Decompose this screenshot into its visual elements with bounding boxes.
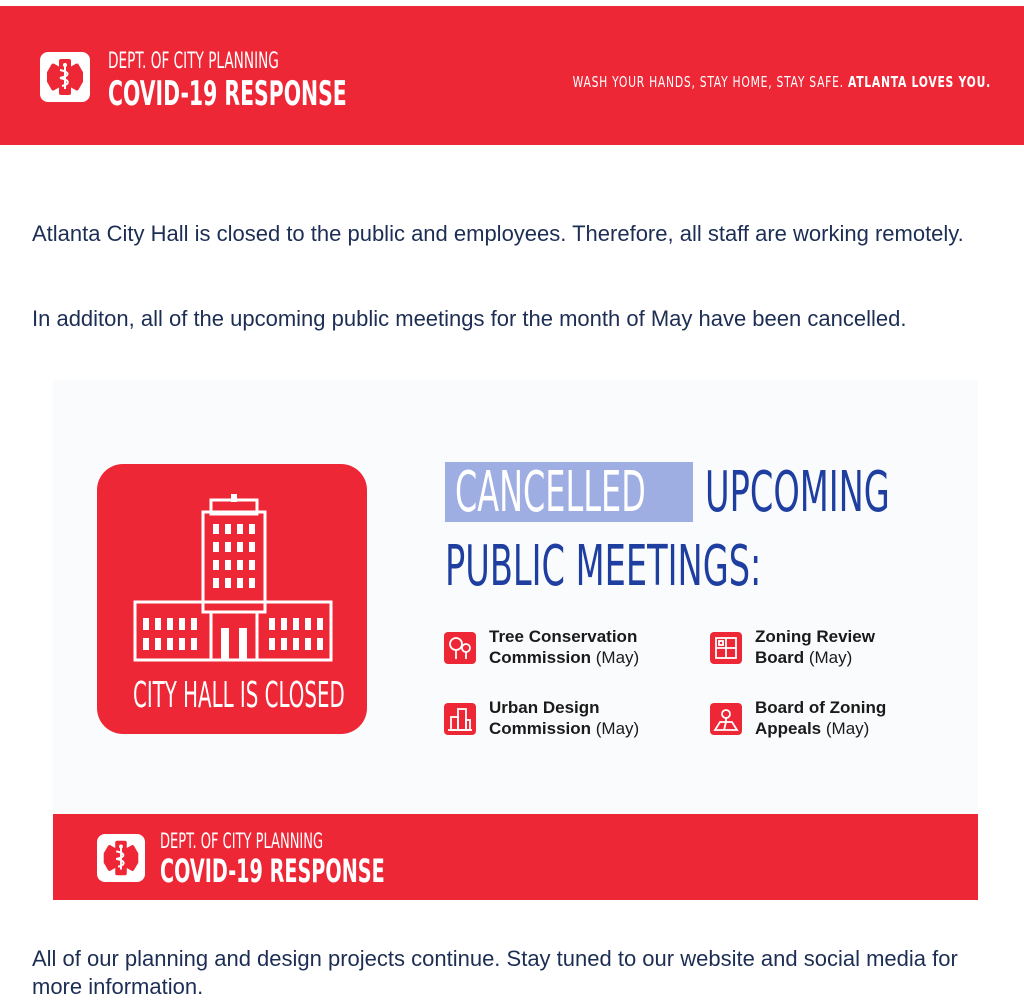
headline-public-meetings: PUBLIC MEETINGS:: [445, 534, 762, 599]
banner-title: COVID-19 RESPONSE: [160, 852, 385, 890]
department-label: DEPT. OF CITY PLANNING: [160, 829, 324, 853]
meeting-line2: Commission: [489, 648, 592, 667]
meeting-name: [489, 697, 639, 739]
zoning-map-icon: [710, 632, 742, 664]
cancelled-highlight: [445, 460, 693, 525]
department-label: DEPT. OF CITY PLANNING: [108, 49, 279, 74]
meeting-zoning-review: [710, 626, 950, 672]
city-hall-closed-label: CITY HALL IS CLOSED: [133, 675, 345, 716]
meeting-board-of-zoning-appeals: [710, 697, 950, 743]
meeting-when: (May): [825, 719, 870, 738]
paragraph-meetings-cancelled: In additon, all of the upcoming public meetings for the month of May have been cancelled.: [32, 306, 907, 331]
medical-caduceus-icon: [97, 834, 145, 882]
meeting-line2: Commission: [489, 719, 592, 738]
meeting-when: (May): [808, 648, 853, 667]
bottom-banner: [53, 814, 978, 900]
cancelled-meetings-graphic: [53, 380, 978, 815]
meeting-line1: Tree Conservation: [489, 627, 638, 646]
paragraph-city-hall-closed: Atlanta City Hall is closed to the public and employees. Therefore, all staff are working remotely.: [32, 221, 964, 246]
city-hall-closed-card: [97, 464, 367, 734]
meeting-line1: Urban Design: [489, 698, 600, 717]
meeting-line1: Zoning Review: [755, 627, 875, 646]
buildings-icon: [444, 703, 476, 735]
map-pin-icon: [710, 703, 742, 735]
meeting-urban-design: [444, 697, 684, 743]
meeting-name: [755, 697, 886, 739]
tagline: [573, 73, 991, 91]
paragraph-projects-continue: All of our planning and design projects continue. Stay tuned to our website and social media for more information.: [32, 946, 958, 999]
tagline-plain: WASH YOUR HANDS, STAY HOME, STAY SAFE.: [572, 73, 844, 91]
meeting-tree-conservation: [444, 626, 684, 672]
meeting-name: [755, 626, 875, 668]
upcoming-word: UPCOMING: [705, 460, 890, 525]
meeting-line2: Board: [755, 648, 805, 667]
meeting-when: (May): [595, 719, 640, 738]
cancelled-word: CANCELLED: [455, 460, 646, 525]
meeting-when: (May): [595, 648, 640, 667]
banner-title: COVID-19 RESPONSE: [108, 74, 347, 114]
tree-icon: [444, 632, 476, 664]
meeting-name: [489, 626, 639, 668]
medical-caduceus-icon: [40, 52, 90, 102]
tagline-bold: ATLANTA LOVES YOU.: [848, 73, 991, 91]
city-hall-building-icon: [133, 494, 333, 664]
top-banner: [0, 6, 1024, 145]
meeting-line1: Board of Zoning: [755, 698, 887, 717]
meeting-line2: Appeals: [755, 719, 822, 738]
